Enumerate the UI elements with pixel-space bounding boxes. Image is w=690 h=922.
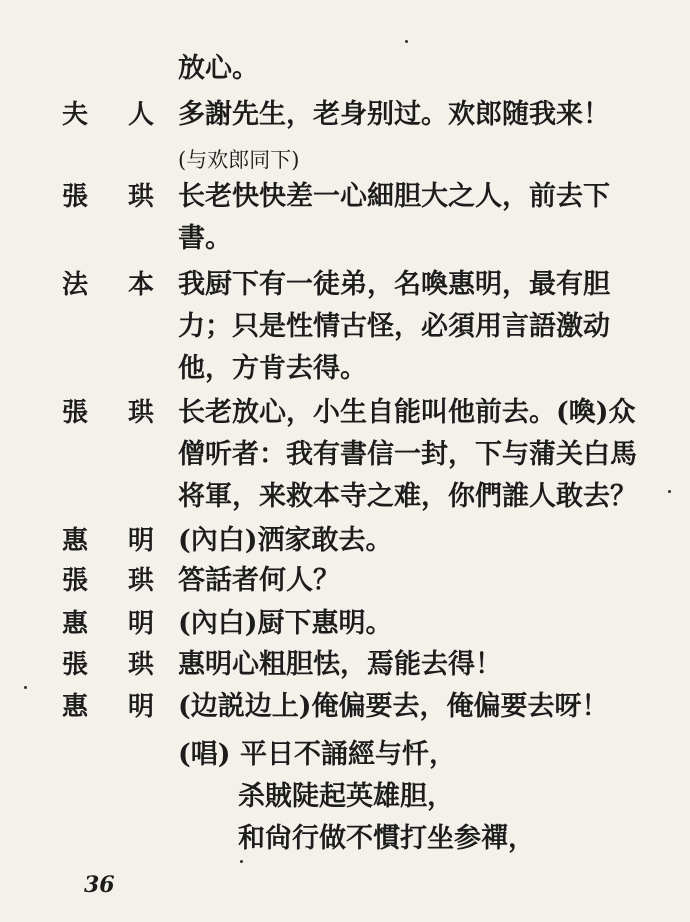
song-line: 杀賊陡起英雄胆， — [238, 781, 454, 812]
script-line: 长老快快差一心細胆大之人，前去下 — [178, 181, 610, 212]
book-page: 放心。 夫 人 多謝先生，老身别过。欢郎随我来！ (与欢郎同下) 張 珙 长老快快差一心細胆大之人，前去下 書。 法 本 我厨下有一徒弟，名喚惠明，最有胆 力；只是性情古怪，必須用言語激动 他，方肯去得。 張 珙 长老放心，小生自能叫他前去。(喚)众 僧听者：我有書信一封，下与蒲关白馬 将軍，来救本寺之难，你們誰人敢去？ 惠 明 (內白)洒家敢去。 張 珙 答話者何人？ 惠 明 (內白)厨下惠明。 張 珙 惠明心粗胆怯，焉能去得！ 惠 明 (边説边上)俺偏要去，俺偏要去呀！ (唱) 平日不誦經与忏， 杀賊陡起英雄胆， 和尙行做不慣打坐参禪， 36 — [0, 0, 690, 922]
script-line: 多謝先生，老身别过。欢郎随我来！ — [178, 99, 610, 130]
script-line: 我厨下有一徒弟，名喚惠明，最有胆 — [178, 269, 610, 300]
script-line: (內白)洒家敢去。 — [178, 525, 393, 556]
script-line: (內白)厨下惠明。 — [178, 608, 393, 639]
script-line: 将軍，来救本寺之难，你們誰人敢去？ — [178, 481, 637, 512]
song-line: 和尙行做不慣打坐参禪， — [238, 823, 535, 854]
script-line: 答話者何人？ — [178, 565, 340, 596]
script-line: 力；只是性情古怪，必須用言語激动 — [178, 311, 610, 342]
script-line: 长老放心，小生自能叫他前去。(喚)众 — [178, 397, 636, 428]
script-line: (边説边上)俺偏要去，俺偏要去呀！ — [178, 691, 609, 722]
song-line: (唱) 平日不誦經与忏， — [178, 739, 456, 770]
scan-speck — [668, 490, 671, 493]
scan-speck — [24, 686, 27, 689]
scan-speck — [405, 40, 408, 43]
scan-speck — [240, 860, 243, 863]
script-line: 放心。 — [178, 53, 259, 84]
page-number: 36 — [84, 872, 115, 898]
script-line: 惠明心粗胆怯，焉能去得！ — [178, 649, 502, 680]
script-line: 他，方肯去得。 — [178, 353, 367, 384]
stage-direction: (与欢郎同下) — [178, 148, 300, 172]
script-line: 僧听者：我有書信一封，下与蒲关白馬 — [178, 439, 637, 470]
script-line: 書。 — [178, 223, 232, 254]
